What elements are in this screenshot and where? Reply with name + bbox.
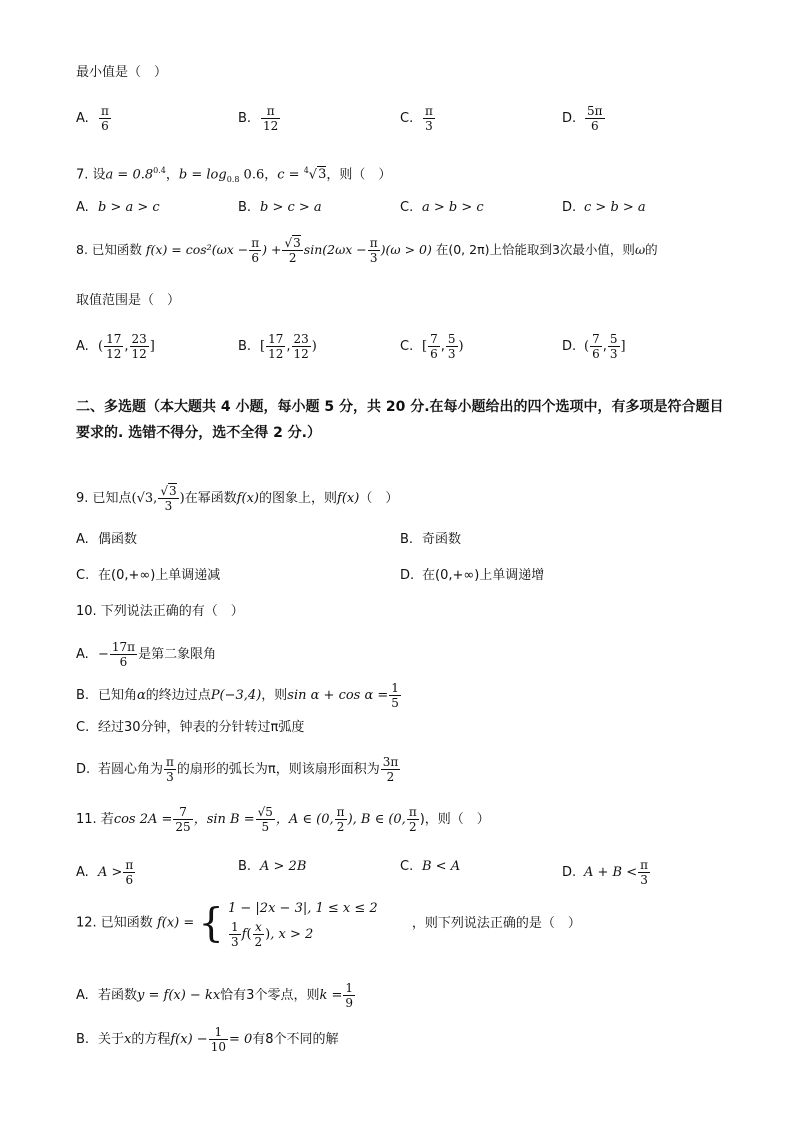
q11-option-c: C. B < A xyxy=(400,859,461,874)
q8-line2: 取值范围是（ ） xyxy=(76,293,181,308)
q6-option-c: C. $\frac{\pi}{3}$ xyxy=(400,104,433,133)
q11-stem: 11. 若cos 2A = $\frac{7}{25}$ ，sin B = $\frac{√5}{5}$ ，A ∈ (0, $\frac{\pi}{2}$ ), B ∈ (0, $\frac{\pi}{2}$ )，则（ ） xyxy=(76,805,490,834)
q10-option-a: A. − $\frac{17\pi}{6}$ 是第二象限角 xyxy=(76,640,217,669)
q12-stem: 12. 已知函数 f(x) = { 1 − |2x − 3|, 1 ≤ x ≤ 2 $\frac{1}{3}$ f( $\frac{x}{2}$ ), x > 2 ，则下列说法正确的是（ ） xyxy=(76,898,581,949)
q12-option-a: A. 若函数y = f(x) − kx恰有3个零点，则k = $\frac{1}{9}$ xyxy=(76,981,353,1010)
q7-option-b: B. b > c > a xyxy=(238,200,322,215)
q9-stem: 9. 已知点(√3, $\frac{√3}{3}$ )在幂函数f(x)的图象上，则f(x)（ ） xyxy=(76,484,399,513)
q8-stem: 8. 已知函数 f(x) = cos²(ωx − $\frac{\pi}{6}$ ) + $\frac{√3}{2}$ sin(2ωx − $\frac{\pi}{3}$ )(ω > 0) 在(0, 2π)上恰能取到3次最小值，则ω的 xyxy=(76,236,658,265)
q10-option-c: C. 经过30分钟，钟表的分针转过π弧度 xyxy=(76,720,305,735)
q9-option-d: D. 在(0,+∞)上单调递增 xyxy=(400,568,545,583)
q10-option-d: D. 若圆心角为 $\frac{\pi}{3}$ 的扇形的弧长为π，则该扇形面积为 $\frac{3\pi}{2}$ xyxy=(76,755,399,784)
piecewise-brace: { xyxy=(198,900,224,947)
q8-option-a: A. ( $\frac{17}{12}$ , $\frac{23}{12}$ ] xyxy=(76,332,155,361)
q11-option-b: B. A > 2B xyxy=(238,859,307,874)
q7-option-c: C. a > b > c xyxy=(400,200,484,215)
q11-option-a: A. A > $\frac{\pi}{6}$ xyxy=(76,858,134,887)
q10-stem: 10. 下列说法正确的有（ ） xyxy=(76,604,244,619)
q9-option-a: A. 偶函数 xyxy=(76,532,138,547)
q7-option-d: D. c > b > a xyxy=(562,200,646,215)
q8-option-d: D. ( $\frac{7}{6}$ , $\frac{5}{3}$ ] xyxy=(562,332,626,361)
q12-option-b: B. 关于x的方程f(x) − $\frac{1}{10}$ = 0有8个不同的解 xyxy=(76,1025,339,1054)
q8-option-b: B. [ $\frac{17}{12}$ , $\frac{23}{12}$ ) xyxy=(238,332,317,361)
q6-option-d: D. $\frac{5\pi}{6}$ xyxy=(562,104,603,133)
q7-option-a: A. b > a > c xyxy=(76,200,160,215)
q6-option-b: B. $\frac{\pi}{12}$ xyxy=(238,104,279,133)
q7-stem: 7. 设$a = 0.8^{0.4}$，$b = \log_{0.8} 0.6$，c = $^4$√3，则（ ） xyxy=(76,166,392,184)
q6-option-a: A. $\frac{\pi}{6}$ xyxy=(76,104,109,133)
q11-option-d: D. A + B < $\frac{\pi}{3}$ xyxy=(562,858,649,887)
q9-option-b: B. 奇函数 xyxy=(400,532,462,547)
q6-tail: 最小值是（ ） xyxy=(76,65,168,80)
q10-option-b: B. 已知角α的终边过点P(−3,4)，则sin α + cos α = $\frac{1}{5}$ xyxy=(76,681,399,710)
piecewise-cases: 1 − |2x − 3|, 1 ≤ x ≤ 2 $\frac{1}{3}$ f( $\frac{x}{2}$ ), x > 2 xyxy=(228,901,378,949)
q9-option-c: C. 在(0,+∞)上单调递减 xyxy=(76,568,221,583)
q8-option-c: C. [ $\frac{7}{6}$ , $\frac{5}{3}$ ) xyxy=(400,332,464,361)
section-2-heading: 二、多选题（本大题共 4 小题，每小题 5 分，共 20 分.在每小题给出的四个选项中，有多项是符合题目要求的. 选错不得分，选不全得 2 分.） xyxy=(76,399,724,441)
